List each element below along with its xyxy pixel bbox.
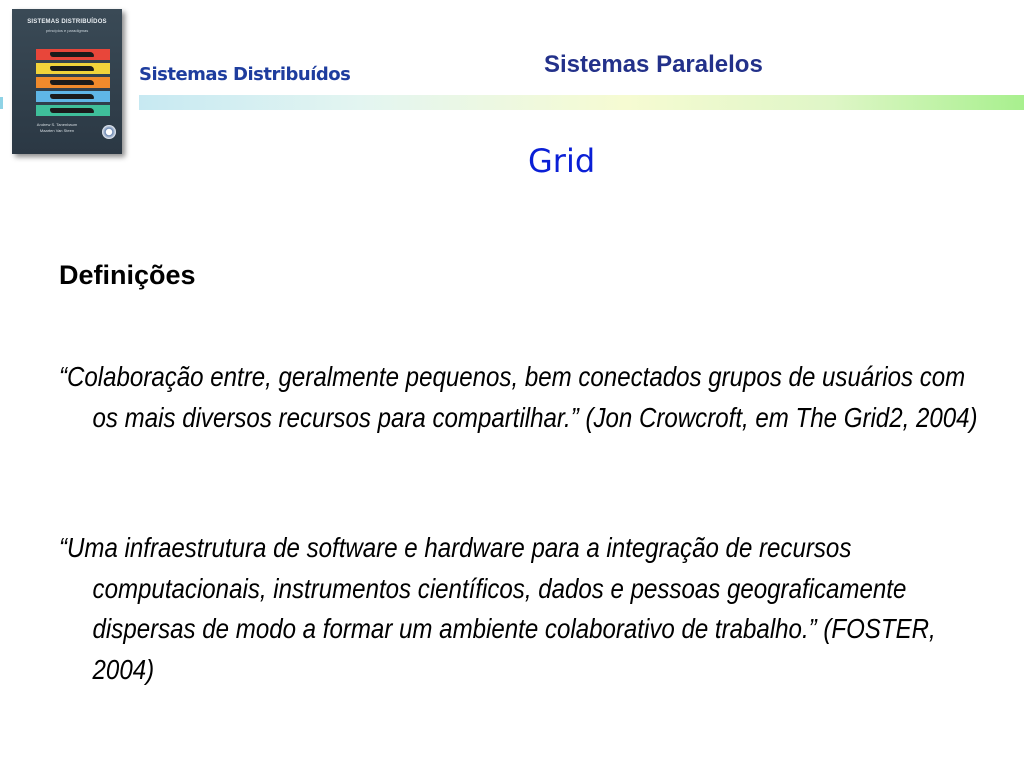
- publisher-seal-icon: [102, 125, 116, 139]
- definition-quote: “Uma infraestrutura de software e hardware para a integração de recursos computacionais, instrumentos científicos, dados e pessoas geograficamente dispersas de modo a formar um ambiente colaborativo de trabalho.” (FOSTER, 2004): [59, 532, 936, 685]
- definition-quote: “Colaboração entre, geralmente pequenos, bem conectados grupos de usuários com os mais diversos recursos para compartilhar.” (Jon Crowcroft, em The Grid2, 2004): [59, 361, 978, 433]
- section-heading: Definições: [59, 260, 196, 290]
- book-cover-stripe: [36, 77, 110, 88]
- book-cover-stripe: [36, 105, 110, 116]
- header-bar-tick: [0, 97, 3, 109]
- course-title: Sistemas Distribuídos: [139, 64, 351, 85]
- book-cover-stripe: [36, 91, 110, 102]
- book-cover-title: SISTEMAS DISTRIBUÍDOS: [27, 19, 107, 25]
- slide-title: Grid: [528, 142, 596, 180]
- topic-title: Sistemas Paralelos: [544, 51, 763, 78]
- header-divider-bar: [139, 95, 1024, 110]
- book-cover-image: [12, 9, 122, 154]
- book-cover-subtitle: princípios e paradigmas: [45, 28, 89, 33]
- book-cover-stripe: [36, 49, 110, 60]
- book-cover-authors: Andrew S. Tanenbaum Maarten Van Steen: [36, 122, 78, 133]
- book-cover-stripe: [36, 63, 110, 74]
